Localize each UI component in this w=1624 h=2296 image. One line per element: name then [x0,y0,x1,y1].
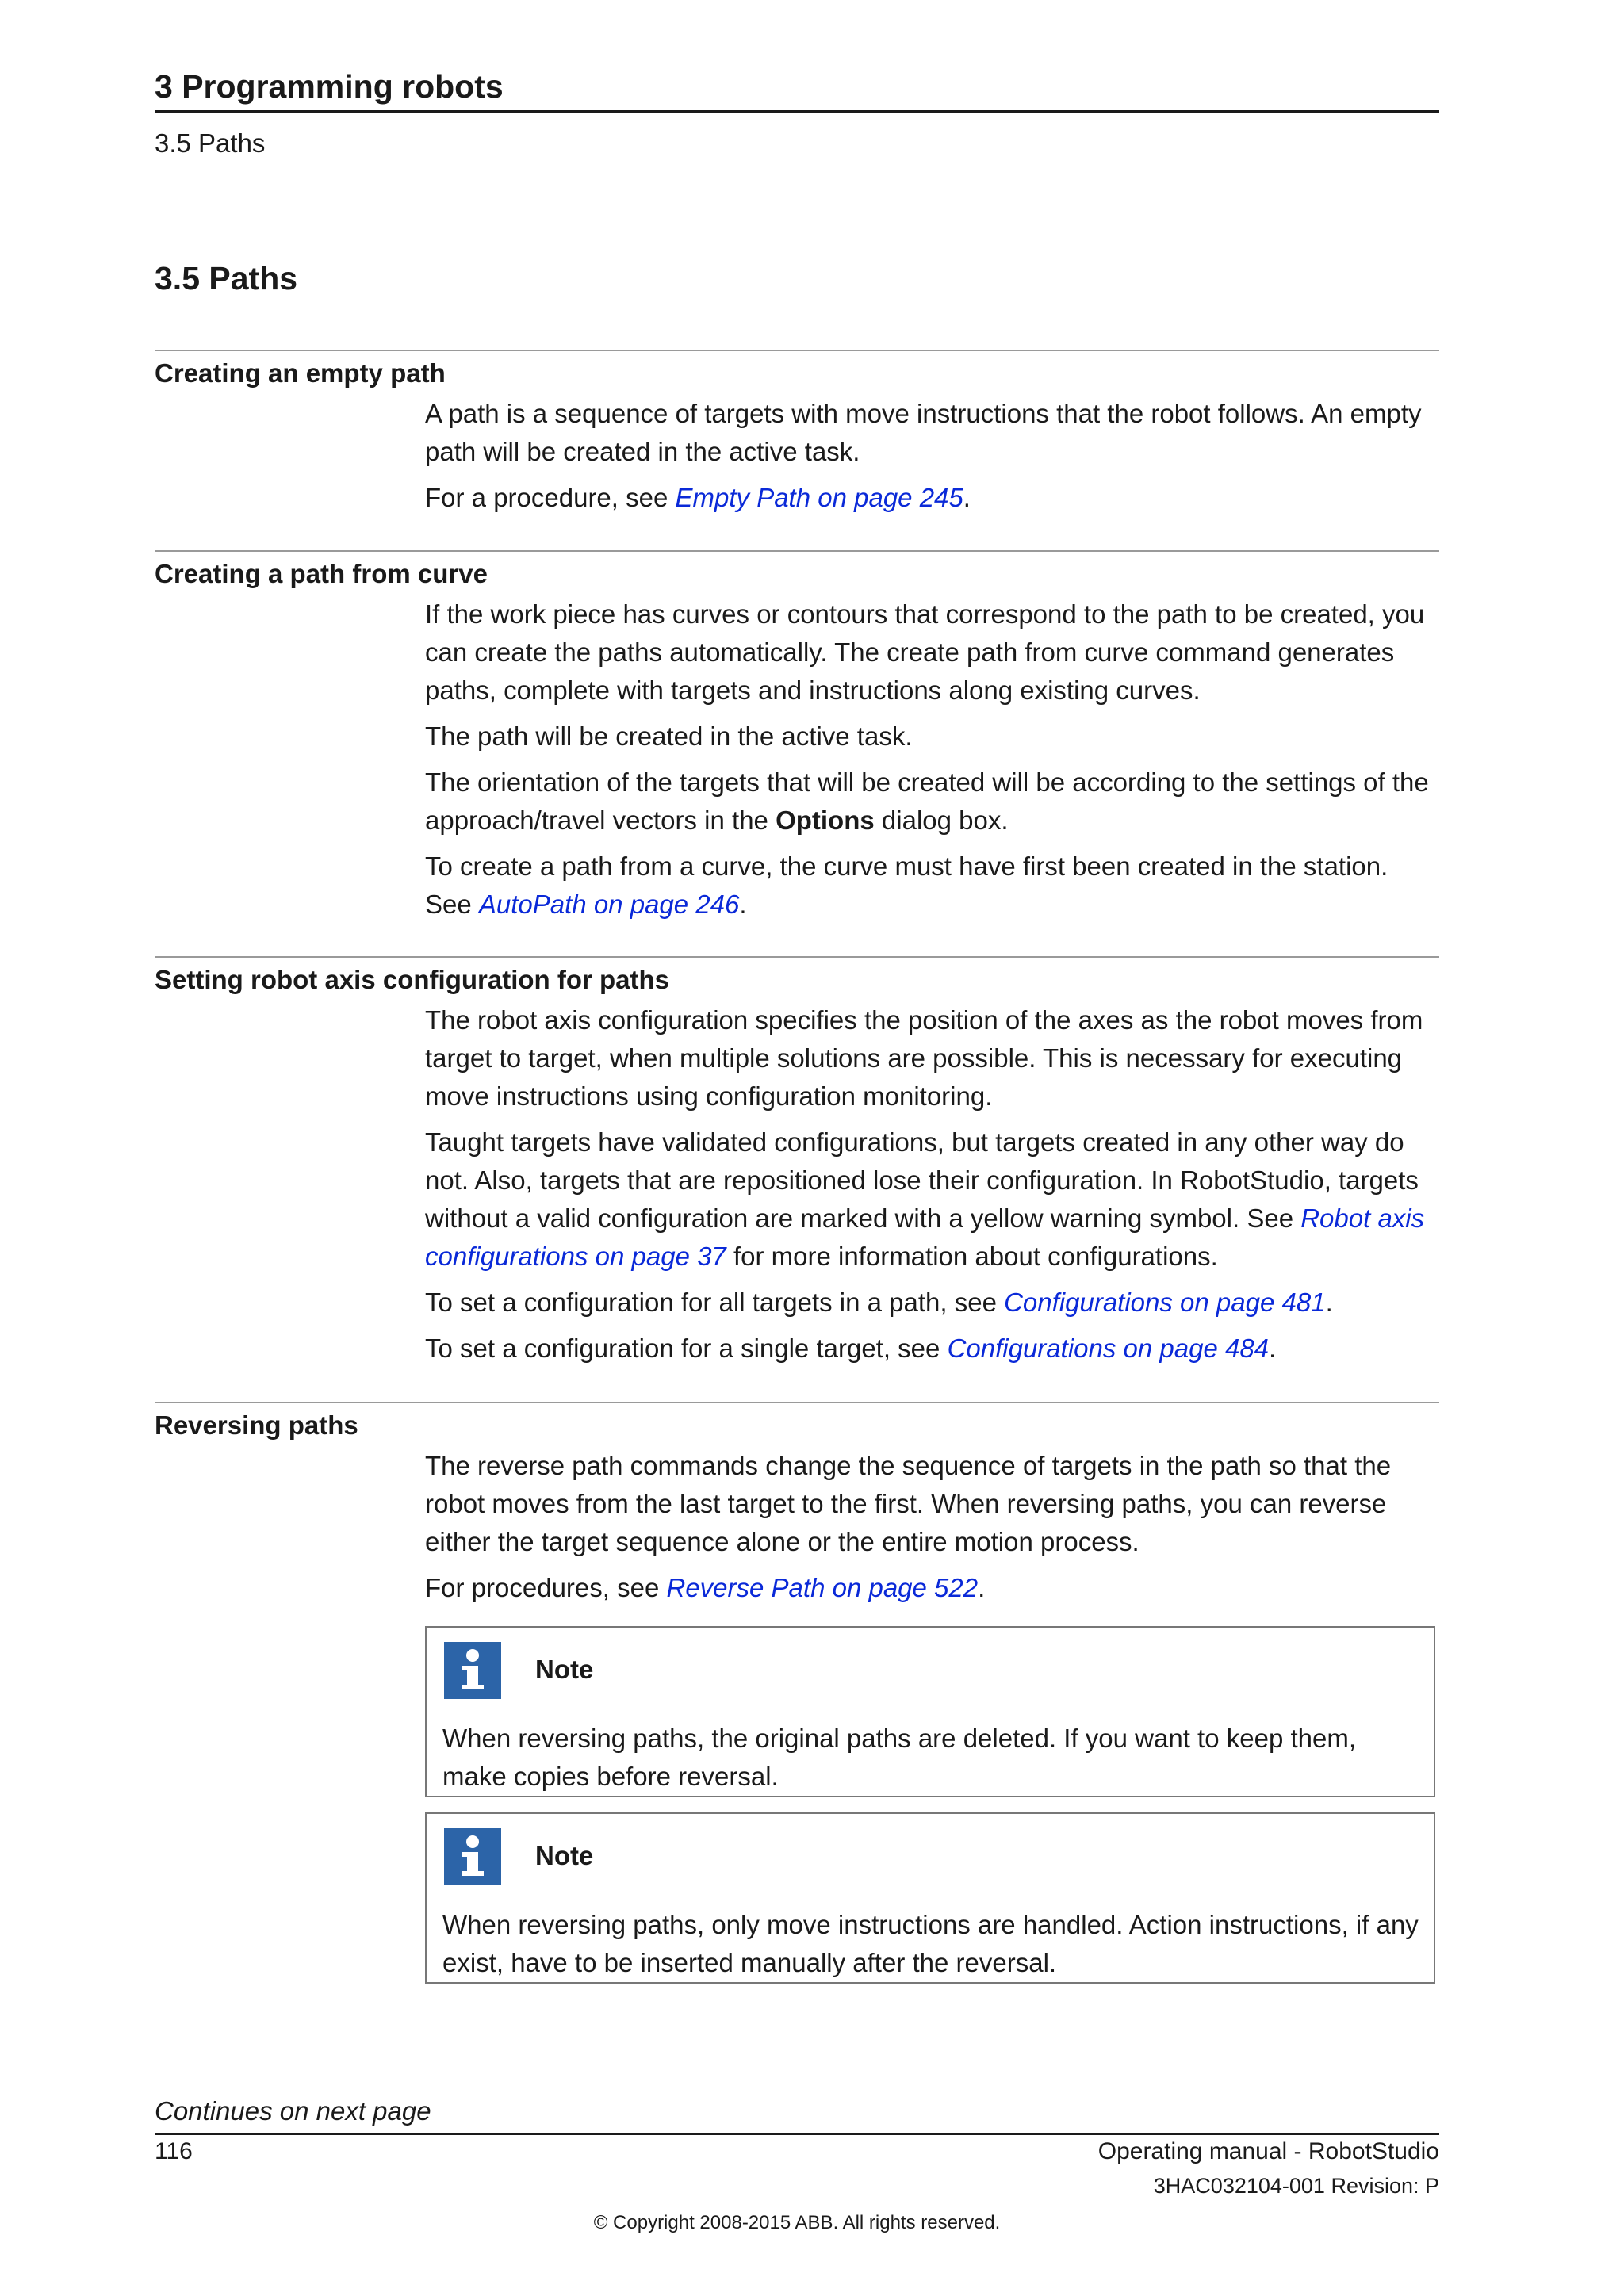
manual-title: Operating manual - RobotStudio [1097,2138,1439,2164]
copyright: © Copyright 2008-2015 ABB. All rights reserved. [593,2212,1001,2233]
footer-rule [155,2133,1439,2135]
options-dialog-name: Options [776,806,875,835]
header-rule [155,110,1439,113]
note-text: When reversing paths, the original paths are deleted. If you want to keep them, make copies before reversal. [442,1724,1357,1791]
chapter-header: 3 Programming robots [155,68,504,105]
section-ref: 3.5 Paths [155,128,266,158]
paragraph: The path will be created in the active task. [425,721,913,751]
note-title: Note [535,1655,594,1684]
paragraph: To set a configuration for a single target, see Configurations on page 484. [425,1334,1277,1363]
note-box [425,1812,1435,1984]
page-number: 116 [155,2138,193,2164]
cross-reference-link[interactable]: Robot axis configurations on page 37 [425,1203,1425,1271]
paragraph: For procedures, see Reverse Path on page 522. [425,1573,986,1602]
cross-reference-link[interactable]: AutoPath on page 246 [478,890,740,919]
section-heading-empty-path: Creating an empty path [155,358,446,388]
section-heading-path-from-curve: Creating a path from curve [155,559,488,588]
info-icon [444,1642,501,1699]
section-divider [155,1402,1439,1403]
section-heading-axis-configuration: Setting robot axis configuration for paths [155,965,670,994]
paragraph: Taught targets have validated configurations, but targets created in any other way do not. Also, targets that are repositioned lose their configuration. In RobotStudio, targets without a valid configuration are marked with a yellow warning symbol. See Robot axis configurations on page 37 for more information about configurations. [425,1127,1425,1271]
info-icon [444,1828,501,1885]
note-text: When reversing paths, only move instructions are handled. Action instructions, if any exist, have to be inserted manually after the reversal. [442,1910,1419,1977]
section-body-empty-path [425,395,1439,525]
document-id: 3HAC032104-001 Revision: P [1153,2174,1439,2198]
paragraph: The orientation of the targets that will be created will be according to the settings of the approach/travel vectors in the Options dialog box. [425,767,1429,835]
paragraph: A path is a sequence of targets with move instructions that the robot follows. An empty path will be created in the active task. [425,399,1422,466]
cross-reference-link[interactable]: Reverse Path on page 522 [666,1573,979,1602]
section-body-axis-configuration [425,1001,1439,1376]
section-heading-reversing-paths: Reversing paths [155,1410,358,1440]
cross-reference-link[interactable]: Configurations on page 481 [1004,1288,1326,1317]
note-title: Note [535,1841,594,1870]
paragraph: To create a path from a curve, the curve must have first been created in the station. See AutoPath on page 246. [425,851,1388,919]
page-title: 3.5 Paths [155,260,298,297]
cross-reference-link[interactable]: Configurations on page 484 [947,1334,1270,1363]
paragraph: If the work piece has curves or contours that correspond to the path to be created, you can create the paths automatically. The create path from curve command generates paths, complete with targets and instructions along existing curves. [425,599,1425,705]
cross-reference-link[interactable]: Empty Path on page 245 [675,483,963,512]
section-divider [155,350,1439,351]
section-body-path-from-curve [425,595,1439,932]
section-divider [155,550,1439,552]
continues-on-next-page: Continues on next page [155,2096,431,2126]
section-divider [155,956,1439,958]
note-box [425,1626,1435,1797]
paragraph: To set a configuration for all targets in a path, see Configurations on page 481. [425,1288,1333,1317]
section-body-reversing-paths [425,1447,1439,1615]
paragraph: For a procedure, see Empty Path on page 245. [425,483,971,512]
paragraph: The robot axis configuration specifies the position of the axes as the robot moves from target to target, when multiple solutions are possible. This is necessary for executing move instructions using configuration monitoring. [425,1005,1423,1111]
paragraph: The reverse path commands change the sequence of targets in the path so that the robot moves from the last target to the first. When reversing paths, you can reverse either the target sequence alone or the entire motion process. [425,1451,1392,1556]
